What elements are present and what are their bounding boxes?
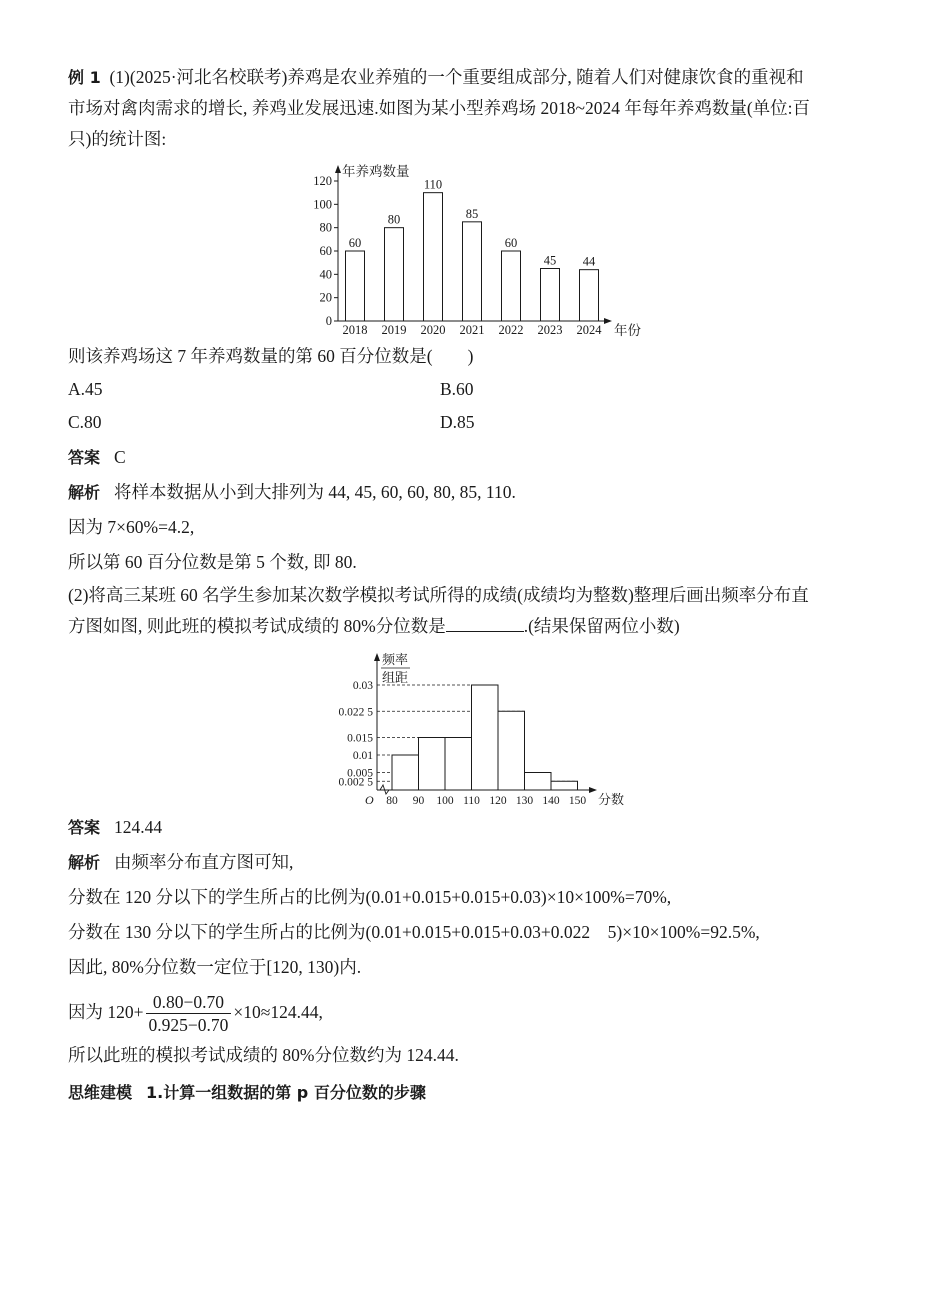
chart2-bar-90 [419,738,446,791]
q2-text-2 [68,611,888,642]
chart2-bar-110 [472,685,499,790]
chart1-ytick-label: 40 [319,267,332,282]
chart1-y-arrow [335,165,341,173]
q2-answer-line [68,812,888,843]
chart2-bar-140 [551,781,578,790]
chart2-bar-130 [525,773,552,791]
page-content [68,62,888,1108]
chart2-xtick-90: 90 [412,795,425,807]
chart1-bar-2022 [502,251,521,321]
chart2-xlabel: 分数 [598,792,625,807]
q1-analysis-line [68,477,888,508]
choice-a[interactable]: A.45 [68,379,103,399]
q1-analysis-2: 因为 7×60%=4.2, [68,517,195,537]
chart1-ytick-label: 20 [319,290,332,305]
answer-blank[interactable] [446,615,524,632]
chart1-data-label-2023: 45 [543,253,557,268]
q2-calc [68,989,888,1036]
chart2-ytick-label: 0.002 5 [338,776,373,789]
chart2-bar-100 [445,738,472,791]
score-histogram [322,648,642,810]
chart2-ytick-label: 0.022 5 [338,706,373,719]
chart2-x-arrow [589,787,597,793]
chart2-xtick-100: 100 [436,795,454,807]
chart1-data-label-2018: 60 [348,236,362,250]
chart1-ytick-label: 100 [313,197,332,212]
analysis-label: 解析 [68,483,101,502]
chart1-bar-2019 [385,228,404,321]
chart2-ytick-label: 0.005 [347,767,373,780]
q1-question: 则该养鸡场这 7 年养鸡数量的第 60 百分位数是( ) [68,346,474,366]
chart2-ytick-label: 0.015 [347,732,373,745]
calc-fraction [146,991,232,1036]
chart1-bar-2018 [346,251,365,321]
chart2-xtick-80: 80 [386,795,398,807]
q2-analysis-4: 因此, 80%分位数一定位于[120, 130)内. [68,957,362,977]
chart1-data-label-2020: 110 [423,177,443,192]
calc-denominator: 0.925−0.70 [148,1015,229,1036]
chart1-ylabel: 年养鸡数量 [342,164,410,179]
chart2-ytick-label: 0.03 [352,680,373,692]
chart1-ytick-label: 0 [325,314,332,328]
chart2-xtick-150: 150 [568,795,587,807]
chart1-data-label-2021: 85 [465,206,479,221]
chart1-svg [300,161,660,337]
chart2-ytick-label: 0.01 [352,750,373,762]
chart1-bar-2023 [541,269,560,322]
chart2-ylabel-bottom: 组距 [382,670,409,685]
chart2-y-arrow [374,653,380,661]
calc-numerator: 0.80−0.70 [146,991,232,1014]
example-label: 例 1 [68,68,101,87]
choice-c[interactable]: C.80 [68,412,102,432]
chart1-xtick-2022: 2022 [498,323,524,337]
chicken-bar-chart [300,161,660,337]
choices [68,374,888,438]
chart1-xtick-2023: 2023 [537,323,563,337]
calc-prefix: 因为 120+ [68,1002,144,1022]
chart1-data-label-2019: 80 [387,212,401,227]
chart1-xtick-2019: 2019 [381,323,407,337]
q2-text-1: (2)将高三某班 60 名学生参加某次数学模拟考试所得的成绩(成绩均为整数)整理后画出频率分布直 [68,585,809,605]
chart1-bar-2021 [463,222,482,321]
q2-answer: 124.44 [114,817,163,837]
chart2-bar-80 [392,755,419,790]
choice-b[interactable]: B.60 [440,379,474,399]
chart2-xtick-140: 140 [542,795,560,807]
q1-answer: C [114,447,126,467]
chart1-xtick-2020: 2020 [420,323,446,337]
chart1-ytick-label: 80 [319,220,332,235]
q2-answer-label: 答案 [68,818,101,837]
chart1-ytick-label: 60 [319,244,332,258]
chart2-svg [322,648,642,810]
choice-d[interactable]: D.85 [440,412,475,432]
q1-analysis-1: 将样本数据从小到大排列为 44, 45, 60, 60, 80, 85, 110. [114,482,516,502]
chart2-ylabel-top: 频率 [382,652,409,667]
q2-analysis-label: 解析 [68,853,101,872]
chart1-x-arrow [604,318,612,324]
chart2-xtick-130: 130 [515,795,534,807]
q1-text-3: 只)的统计图: [68,129,167,149]
chart2-xtick-120: 120 [489,795,507,807]
q2-analysis-1: 由频率分布直方图可知, [114,852,294,872]
chart1-data-label-2022: 60 [504,236,518,250]
chart2-xtick-110: 110 [463,795,480,807]
chart1-ytick-label: 120 [313,174,332,188]
q1-text-1: (1)(2025·河北名校联考)养鸡是农业养殖的一个重要组成部分, 随着人们对健康饮食的重视和 [109,67,804,87]
q2-text-2b: .(结果保留两位小数) [523,616,680,636]
chart1-xtick-2024: 2024 [576,323,602,337]
q2-analysis-line [68,847,888,878]
chart1-xtick-2018: 2018 [342,323,368,337]
answer-label: 答案 [68,448,101,467]
chart1-bar-2020 [424,193,443,321]
footer-line [68,1077,888,1108]
chart1-xlabel: 年份 [614,323,641,337]
footer-text: 1.计算一组数据的第 p 百分位数的步骤 [146,1083,426,1103]
chart1-bar-2024 [580,270,599,321]
q2-analysis-5: 所以此班的模拟考试成绩的 80%分位数约为 124.44. [68,1045,459,1066]
chart1-data-label-2024: 44 [582,254,596,269]
q1-text-2: 市场对禽肉需求的增长, 养鸡业发展迅速.如图为某小型养鸡场 2018~2024 年每年养鸡数量(单位:百 [68,98,811,118]
q2-analysis-3: 分数在 130 分以下的学生所占的比例为(0.01+0.015+0.015+0.03+0.022 5)×10×100%=92.5%, [68,922,760,942]
q1-analysis-3: 所以第 60 百分位数是第 5 个数, 即 80. [68,552,357,572]
chart1-xtick-2021: 2021 [459,323,485,337]
q1-answer-line [68,442,888,473]
q2-analysis-2: 分数在 120 分以下的学生所占的比例为(0.01+0.015+0.015+0.03)×10×100%=70%, [68,887,672,907]
q1-line1 [68,62,888,93]
chart2-bar-120 [498,711,525,790]
q2-text-2a: 方图如图, 则此班的模拟考试成绩的 80%分位数是 [68,616,446,636]
chart2-origin: O [365,793,374,807]
calc-suffix: ×10≈124.44, [233,1002,323,1022]
footer-label: 思维建模 [68,1083,133,1103]
